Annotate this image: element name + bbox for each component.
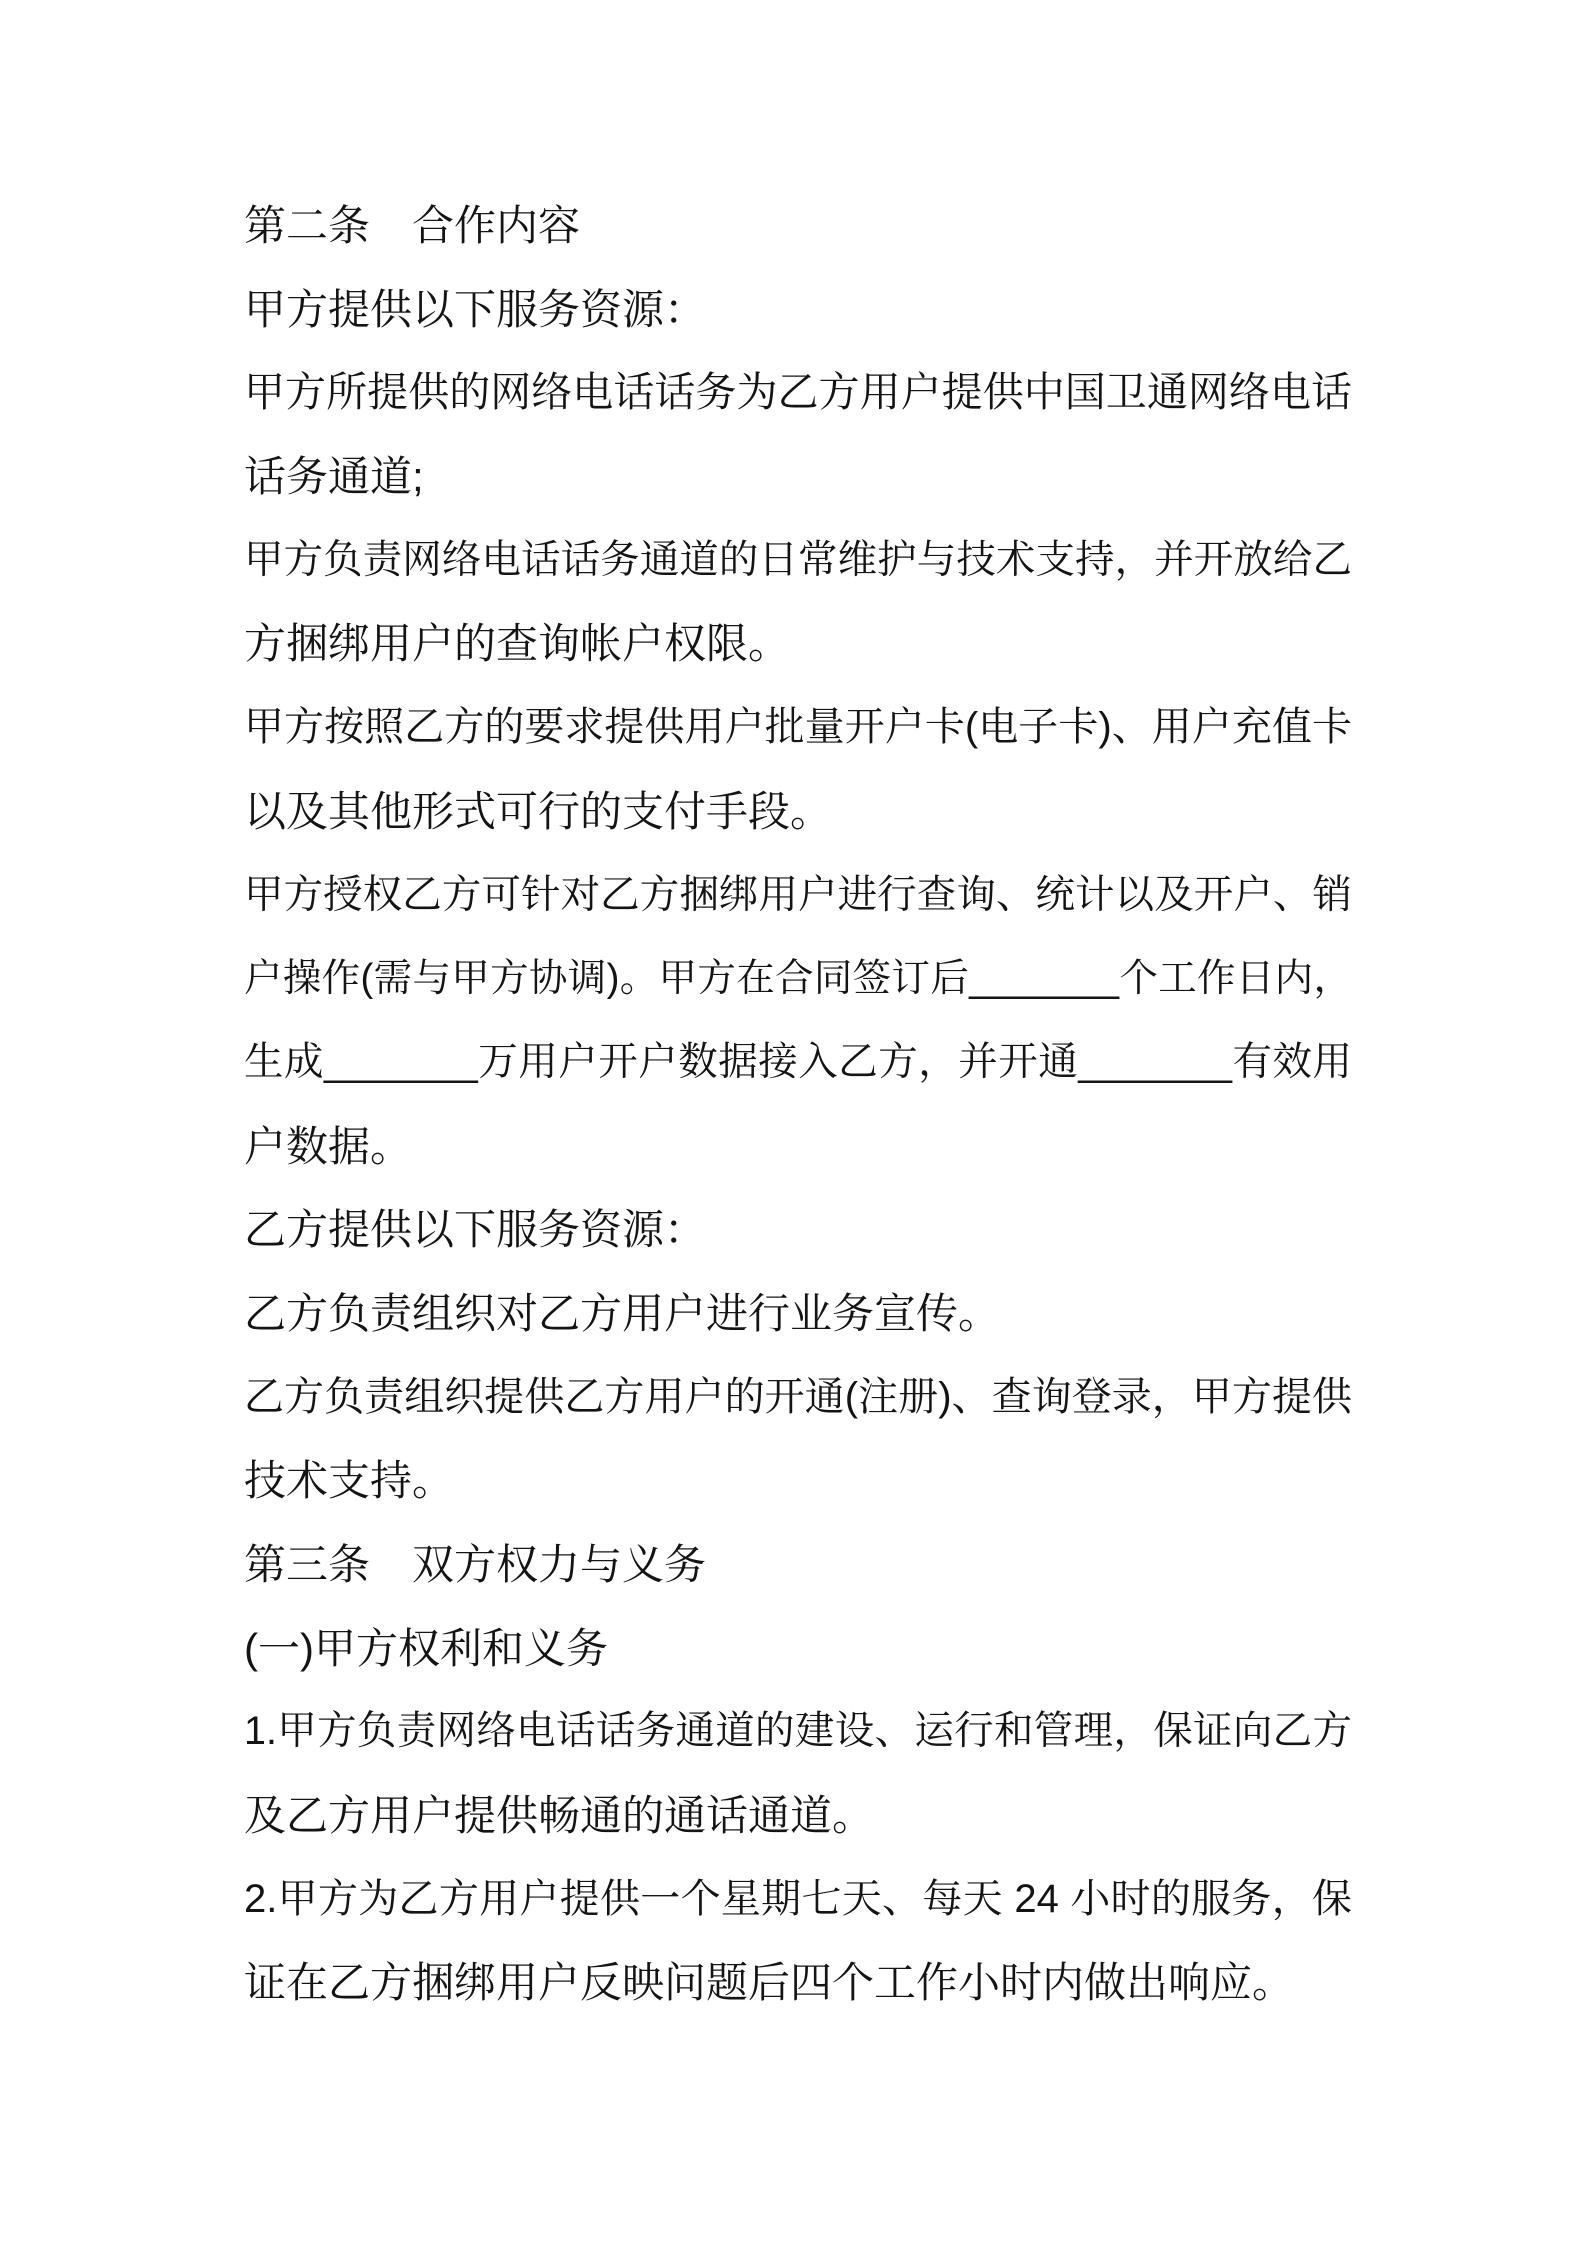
heading-line: 第二条 合作内容 (244, 202, 581, 249)
paragraph (244, 854, 1352, 1189)
paragraph (244, 686, 1352, 853)
paragraph-line: 证在乙方捆绑用户反映问题后四个工作小时内做出响应。 (244, 1959, 1295, 2007)
paragraph-line: 话务通道; (244, 453, 424, 501)
paragraph (244, 1272, 1352, 1356)
paragraph (244, 351, 1352, 518)
numbered-item (244, 1690, 1352, 1857)
article-heading (244, 1523, 1352, 1607)
paragraph-line: 乙方提供以下服务资源： (244, 1206, 707, 1254)
paragraph-line: 1.甲方负责网络电话话务通道的建设、运行和管理，保证向乙方 (244, 1709, 1352, 1754)
paragraph-line: 甲方所提供的网络电话话务为乙方用户提供中国卫通网络电话 (244, 369, 1352, 416)
numbered-item (244, 1858, 1352, 2025)
paragraph-line: 甲方按照乙方的要求提供用户批量开户卡(电子卡)、用户充值卡 (244, 705, 1352, 750)
heading-line: (一)甲方权利和义务 (244, 1624, 608, 1672)
paragraph-line: 甲方授权乙方可针对乙方捆绑用户进行查询、统计以及开户、销 (244, 872, 1352, 917)
paragraph-line: 户数据。 (244, 1122, 413, 1170)
paragraph-line: 技术支持。 (244, 1457, 455, 1505)
paragraph (244, 1188, 1352, 1272)
paragraph-line: 以及其他形式可行的支付手段。 (244, 787, 833, 835)
paragraph (244, 519, 1352, 686)
paragraph-line: 生成_______万用户开户数据接入乙方，并开通_______有效用 (244, 1039, 1352, 1084)
paragraph-line: 甲方负责网络电话话务通道的日常维护与技术支持，并开放给乙 (244, 537, 1352, 582)
paragraph-line: 乙方负责组织对乙方用户进行业务宣传。 (244, 1289, 1001, 1337)
paragraph-line: 方捆绑用户的查询帐户权限。 (244, 620, 791, 668)
paragraph-line: 甲方提供以下服务资源： (244, 285, 707, 333)
article-heading (244, 184, 1352, 268)
paragraph-line: 户操作(需与甲方协调)。甲方在合同签订后_______个工作日内， (244, 957, 1352, 1001)
paragraph-line: 乙方负责组织提供乙方用户的开通(注册)、查询登录，甲方提供 (244, 1374, 1352, 1419)
paragraph-line: 及乙方用户提供畅通的通话通道。 (244, 1792, 875, 1840)
paragraph-line: 2.甲方为乙方用户提供一个星期七天、每天 24 小时的服务，保 (244, 1876, 1352, 1921)
heading-line: 第三条 双方权力与义务 (244, 1541, 707, 1588)
section-heading (244, 1607, 1352, 1691)
paragraph (244, 268, 1352, 352)
document-body (244, 184, 1352, 2025)
paragraph (244, 1356, 1352, 1523)
